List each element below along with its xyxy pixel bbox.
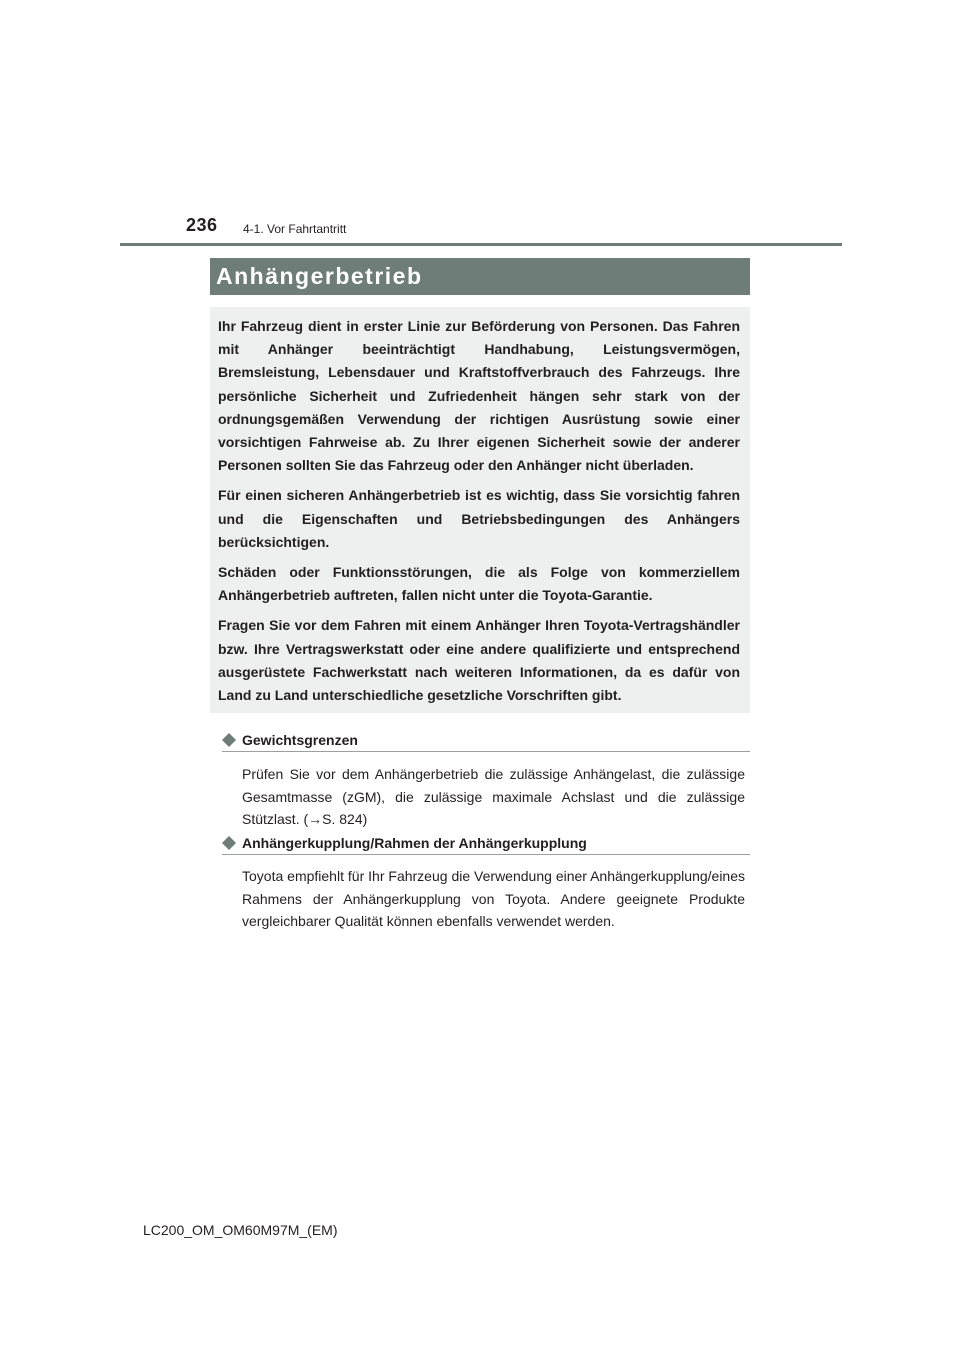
intro-paragraph: Schäden oder Funktionsstörungen, die als Folge von kommerziellem Anhängerbetrieb auftreten, fallen nicht unter die Toyota-Garantie. bbox=[218, 564, 740, 604]
subheading-label: Gewichtsgrenzen bbox=[242, 732, 358, 748]
title-bar bbox=[210, 258, 750, 295]
intro-box bbox=[210, 307, 750, 713]
header-divider bbox=[120, 243, 842, 246]
section-body: Toyota empfiehlt für Ihr Fahrzeug die Verwendung einer Anhängerkupplung/eines Rahmens der Anhängerkupplung von Toyota. Andere geeignete Produkte vergleichbarer Qualität können ebenfalls verwendet werden. bbox=[242, 868, 745, 929]
subheading-label: Anhängerkupplung/Rahmen der Anhängerkupplung bbox=[242, 835, 587, 851]
page-number: 236 bbox=[186, 215, 218, 235]
footer-doc-code: LC200_OM_OM60M97M_(EM) bbox=[143, 1222, 338, 1238]
subheading-trailer-hitch bbox=[222, 834, 750, 855]
subheading-weight-limits bbox=[222, 731, 750, 752]
diamond-bullet-icon bbox=[222, 836, 236, 850]
section-body: Prüfen Sie vor dem Anhängerbetrieb die zulässige Anhängelast, die zulässige Gesamtmasse (zGM), die zulässige maximale Achslast und die zulässige Stützlast. (→S. 824) bbox=[242, 766, 745, 827]
intro-paragraph: Für einen sicheren Anhängerbetrieb ist es wichtig, dass Sie vorsichtig fahren und die Eigenschaften und Betriebsbedingungen des Anhängers berücksichtigen. bbox=[218, 487, 740, 550]
intro-paragraph: Ihr Fahrzeug dient in erster Linie zur Beförderung von Personen. Das Fahren mit Anhänger beeinträchtigt Handhabung, Leistungsvermögen, Bremsleistung, Lebensdauer und Kraftstoffverbrauch des Fahrzeugs. Ihre persönliche Sicherheit und Zufriedenheit hängen sehr stark von der ordnungsgemäßen Verwendung der richtigen Ausrüstung sowie einer vorsichtigen Fahrweise ab. Zu Ihrer eigenen Sicherheit sowie der anderer Personen sollten Sie das Fahrzeug oder den Anhänger nicht überladen. bbox=[218, 318, 740, 474]
intro-paragraph: Fragen Sie vor dem Fahren mit einem Anhänger Ihren Toyota-Vertragshändler bzw. Ihre Vertragswerkstatt oder eine andere qualifizierte und entsprechend ausgerüstete Fachwerkstatt nach weiteren Informationen, da es dafür von Land zu Land unterschiedliche gesetzliche Vorschriften gibt. bbox=[218, 617, 740, 704]
diamond-bullet-icon bbox=[222, 733, 236, 747]
page-title: Anhängerbetrieb bbox=[216, 263, 423, 289]
section-label: 4-1. Vor Fahrtantritt bbox=[243, 222, 347, 236]
